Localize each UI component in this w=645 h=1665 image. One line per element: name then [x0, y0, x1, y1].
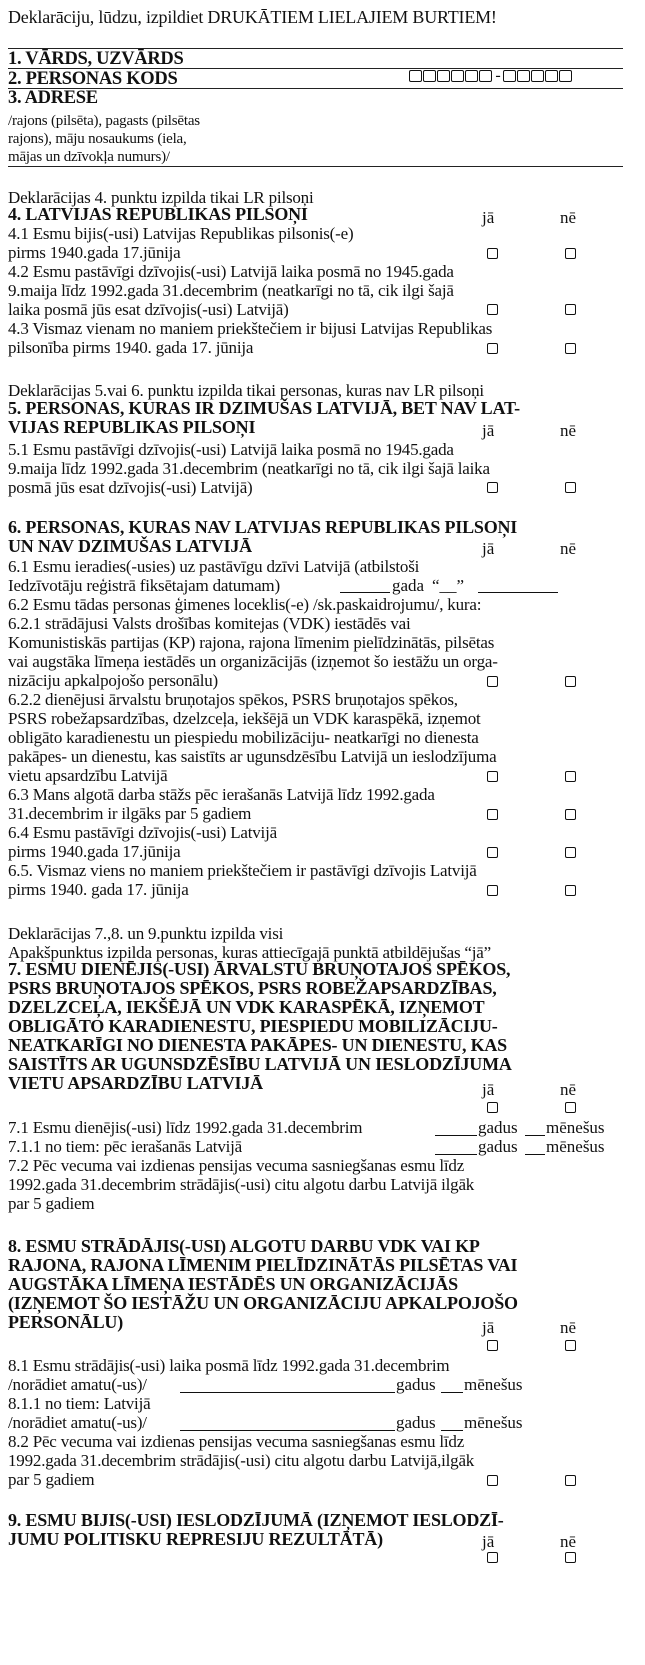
section-7-title: 7. ESMU DIENĒJIS(-USI) ĀRVALSTU BRUŅOTAJOS SPĒKOS,	[8, 959, 511, 979]
section-8-title: RAJONA, RAJONA LĪMENIM PIELĪDZINĀTĀS PILSĒTAS VAI	[8, 1255, 518, 1275]
item-6-2-1-cont: vai augstāka līmeņa iestādēs un organizācijās (izņemot šo iestāžu un orga-	[8, 652, 498, 671]
months-label: mēnešus	[464, 1413, 523, 1432]
month-field[interactable]	[478, 578, 558, 593]
section-8-title: AUGSTĀKA LĪMEŅA IESTĀDĒS UN ORGANIZĀCIJĀS	[8, 1274, 458, 1294]
checkbox-yes[interactable]	[487, 809, 498, 820]
item-4-3: 4.3 Vismaz vienam no maniem priekštečiem ir bijusi Latvijas Republikas	[8, 319, 493, 338]
address-note: rajons), māju nosaukums (iela,	[8, 131, 187, 147]
years-label: gadus	[478, 1118, 518, 1137]
checkbox-yes[interactable]	[487, 343, 498, 354]
section-9-title: JUMU POLITISKU REPRESIJU REZULTĀTĀ)	[8, 1529, 383, 1549]
item-6-1-cont: Iedzīvotāju reģistrā fiksētajam datumam)	[8, 576, 280, 595]
months-field[interactable]	[525, 1121, 545, 1136]
no-label: nē	[560, 1318, 577, 1337]
years-label: gadus	[478, 1137, 518, 1156]
checkbox-yes[interactable]	[487, 885, 498, 896]
divider	[8, 166, 623, 167]
years-field[interactable]	[435, 1140, 477, 1155]
checkbox-no[interactable]	[565, 885, 576, 896]
checkbox-yes[interactable]	[487, 304, 498, 315]
no-label: nē	[560, 208, 577, 227]
item-6-2-2-cont: obligāto karadienestu un piespiedu mobilizāciju- neatkarīgi no dienesta	[8, 728, 479, 747]
years-field[interactable]	[435, 1121, 477, 1136]
section-4-title: 4. LATVIJAS REPUBLIKAS PILSOŅI	[8, 204, 308, 224]
section-6-title: 6. PERSONAS, KURAS NAV LATVIJAS REPUBLIKAS PILSOŅI	[8, 517, 518, 537]
section-7-title: SAISTĪTS AR UGUNSDZĒSĪBU LATVIJĀ UN IESLODZĪJUMA	[8, 1054, 512, 1074]
job-title-label: /norādiet amatu(-us)/	[8, 1413, 147, 1432]
no-label: nē	[560, 1080, 577, 1099]
yes-label: jā	[482, 1080, 495, 1099]
yes-label: jā	[482, 208, 495, 227]
months-label: mēnešus	[546, 1118, 605, 1137]
item-4-1-cont: pirms 1940.gada 17.jūnija	[8, 243, 181, 262]
checkbox-yes[interactable]	[487, 1552, 498, 1563]
checkbox-no[interactable]	[565, 1552, 576, 1563]
item-4-2-cont: 9.maija līdz 1992.gada 31.decembrim (neatkarīgi no tā, cik ilgi šajā	[8, 281, 454, 300]
item-7-2: 7.2 Pēc vecuma vai izdienas pensijas vecuma sasniegšanas esmu līdz	[8, 1156, 465, 1175]
day-field[interactable]: “__”	[432, 576, 465, 595]
section-7-title: DZELZCEĻA, IEKŠĒJĀ UN VDK KARASPĒKĀ, IZŅEMOT	[8, 997, 485, 1017]
item-7-2-cont: par 5 gadiem	[8, 1194, 95, 1213]
item-6-5-cont: pirms 1940. gada 17. jūnija	[8, 880, 189, 899]
job-title-field[interactable]	[180, 1416, 395, 1431]
checkbox-no[interactable]	[565, 304, 576, 315]
item-6-2-1-cont: Komunistiskās partijas (KP) rajona, rajona līmenim pielīdzinātās, pilsētas	[8, 633, 495, 652]
item-4-2-cont: laika posmā jūs esat dzīvojis(-usi) Latvijā)	[8, 300, 289, 319]
item-7-1-1: 7.1.1 no tiem: pēc ierašanās Latvijā	[8, 1137, 243, 1156]
section-7-title: NEATKARĪGI NO DIENESTA PAKĀPES- UN DIENESTU, KAS	[8, 1035, 507, 1055]
item-4-1: 4.1 Esmu bijis(-usi) Latvijas Republikas pilsonis(-e)	[8, 224, 354, 243]
years-label: gadus	[396, 1375, 436, 1394]
section-3-address[interactable]: 3. ADRESE	[8, 88, 98, 108]
section-8-title: PERSONĀLU)	[8, 1312, 124, 1332]
no-label: nē	[560, 1532, 577, 1551]
section-5-title: VIJAS REPUBLIKAS PILSOŅI	[8, 417, 256, 437]
checkbox-no[interactable]	[565, 1475, 576, 1486]
months-field[interactable]	[441, 1378, 463, 1393]
checkbox-no[interactable]	[565, 1102, 576, 1113]
section-2-personal-code: 2. PERSONAS KODS	[8, 69, 178, 89]
section-8-title: 8. ESMU STRĀDĀJIS(-USI) ALGOTU DARBU VDK VAI KP	[8, 1236, 480, 1256]
checkbox-yes[interactable]	[487, 1475, 498, 1486]
checkbox-yes[interactable]	[487, 482, 498, 493]
address-note: /rajons (pilsēta), pagasts (pilsētas	[8, 113, 200, 129]
checkbox-no[interactable]	[565, 771, 576, 782]
checkbox-no[interactable]	[565, 343, 576, 354]
section-6-title: UN NAV DZIMUŠAS LATVIJĀ	[8, 536, 252, 556]
item-4-2: 4.2 Esmu pastāvīgi dzīvojis(-usi) Latvijā laika posmā no 1945.gada	[8, 262, 454, 281]
item-4-3-cont: pilsonība pirms 1940. gada 17. jūnija	[8, 338, 254, 357]
section-7-title: PSRS BRUŅOTAJOS SPĒKOS, PSRS ROBEŽAPSARDZĪBAS,	[8, 978, 497, 998]
checkbox-yes[interactable]	[487, 676, 498, 687]
checkbox-no[interactable]	[565, 847, 576, 858]
section-7-intro: Apakšpunktus izpilda personas, kuras attiecīgajā punktā atbildējušas “jā”	[8, 943, 491, 962]
divider	[8, 88, 623, 89]
item-7-1: 7.1 Esmu dienējis(-usi) līdz 1992.gada 31.decembrim	[8, 1118, 363, 1137]
yes-label: jā	[482, 1318, 495, 1337]
item-6-2-2: 6.2.2 dienējusi ārvalstu bruņotajos spēkos, PSRS bruņotajos spēkos,	[8, 690, 458, 709]
year-label: gada	[392, 576, 425, 595]
item-5-1-cont: 9.maija līdz 1992.gada 31.decembrim (neatkarīgi no tā, cik ilgi šajā laika	[8, 459, 490, 478]
section-4-intro: Deklarācijas 4. punktu izpilda tikai LR pilsoņi	[8, 188, 314, 207]
item-6-5: 6.5. Vismaz viens no maniem priekštečiem ir pastāvīgi dzīvojis Latvijā	[8, 861, 477, 880]
section-7-title: OBLIGĀTO KARADIENESTU, PIESPIEDU MOBILIZĀCIJU-	[8, 1016, 498, 1036]
personal-code-boxes[interactable]: -	[409, 70, 573, 82]
months-label: mēnešus	[546, 1137, 605, 1156]
yes-label: jā	[482, 539, 495, 558]
item-6-2-2-cont: pakāpes- un dienestu, kas saistīts ar ugunsdzēsību Latvijā un ieslodzījuma	[8, 747, 497, 766]
item-8-2-cont: par 5 gadiem	[8, 1470, 95, 1489]
checkbox-yes[interactable]	[487, 771, 498, 782]
months-label: mēnešus	[464, 1375, 523, 1394]
item-6-1: 6.1 Esmu ieradies(-usies) uz pastāvīgu dzīvi Latvijā (atbilstoši	[8, 557, 420, 576]
form-instruction: Deklarāciju, lūdzu, izpildiet DRUKĀTIEM LIELAJIEM BURTIEM!	[8, 7, 497, 27]
checkbox-no[interactable]	[565, 248, 576, 259]
no-label: nē	[560, 421, 577, 440]
checkbox-yes[interactable]	[487, 248, 498, 259]
item-6-2-1: 6.2.1 strādājusi Valsts drošības komitejas (VDK) iestādēs vai	[8, 614, 411, 633]
section-1-name[interactable]: 1. VĀRDS, UZVĀRDS	[8, 49, 184, 69]
item-6-3-cont: 31.decembrim ir ilgāks par 5 gadiem	[8, 804, 252, 823]
item-5-1: 5.1 Esmu pastāvīgi dzīvojis(-usi) Latvijā laika posmā no 1945.gada	[8, 440, 454, 459]
item-6-4-cont: pirms 1940.gada 17.jūnija	[8, 842, 181, 861]
checkbox-no[interactable]	[565, 809, 576, 820]
item-8-2-cont: 1992.gada 31.decembrim strādājis(-usi) citu algotu darbu Latvijā,ilgāk	[8, 1451, 475, 1470]
yes-label: jā	[482, 1532, 495, 1551]
checkbox-yes[interactable]	[487, 1340, 498, 1351]
months-field[interactable]	[525, 1140, 545, 1155]
checkbox-no[interactable]	[565, 676, 576, 687]
section-8-title: (IZŅEMOT ŠO IESTĀŽU UN ORGANIZĀCIJU APKALPOJOŠO	[8, 1293, 518, 1313]
section-5-intro: Deklarācijas 5.vai 6. punktu izpilda tikai personas, kuras nav LR pilsoņi	[8, 381, 484, 400]
section-7-title: VIETU APSARDZĪBU LATVIJĀ	[8, 1073, 263, 1093]
item-8-1: 8.1 Esmu strādājis(-usi) laika posmā līdz 1992.gada 31.decembrim	[8, 1356, 450, 1375]
job-title-field[interactable]	[180, 1378, 395, 1393]
item-6-2-2-cont: PSRS robežapsardzības, dzelzceļa, iekšējā un VDK karaspēkā, izņemot	[8, 709, 481, 728]
item-6-2: 6.2 Esmu tādas personas ģimenes loceklis(-e) /sk.paskaidrojumu/, kura:	[8, 595, 482, 614]
yes-label: jā	[482, 421, 495, 440]
item-8-1-1: 8.1.1 no tiem: Latvijā	[8, 1394, 151, 1413]
job-title-label: /norādiet amatu(-us)/	[8, 1375, 147, 1394]
checkbox-no[interactable]	[565, 482, 576, 493]
item-6-2-1-cont: nizāciju apkalpojošo personālu)	[8, 671, 219, 690]
item-8-2: 8.2 Pēc vecuma vai izdienas pensijas vecuma sasniegšanas esmu līdz	[8, 1432, 465, 1451]
checkbox-yes[interactable]	[487, 1102, 498, 1113]
no-label: nē	[560, 539, 577, 558]
section-5-title: 5. PERSONAS, KURAS IR DZIMUŠAS LATVIJĀ, BET NAV LAT-	[8, 398, 520, 418]
section-9-title: 9. ESMU BIJIS(-USI) IESLODZĪJUMĀ (IZŅEMOT IESLODZĪ-	[8, 1510, 504, 1530]
year-field[interactable]	[340, 578, 390, 593]
years-label: gadus	[396, 1413, 436, 1432]
item-6-3: 6.3 Mans algotā darba stāžs pēc ierašanās Latvijā līdz 1992.gada	[8, 785, 435, 804]
item-6-2-2-cont: vietu apsardzību Latvijā	[8, 766, 168, 785]
address-note: mājas un dzīvokļa numurs)/	[8, 149, 170, 165]
checkbox-no[interactable]	[565, 1340, 576, 1351]
checkbox-yes[interactable]	[487, 847, 498, 858]
item-7-2-cont: 1992.gada 31.decembrim strādājis(-usi) citu algotu darbu Latvijā ilgāk	[8, 1175, 475, 1194]
item-6-4: 6.4 Esmu pastāvīgi dzīvojis(-usi) Latvijā	[8, 823, 277, 842]
months-field[interactable]	[441, 1416, 463, 1431]
item-5-1-cont: posmā jūs esat dzīvojis(-usi) Latvijā)	[8, 478, 253, 497]
section-7-intro: Deklarācijas 7.,8. un 9.punktu izpilda visi	[8, 924, 284, 943]
